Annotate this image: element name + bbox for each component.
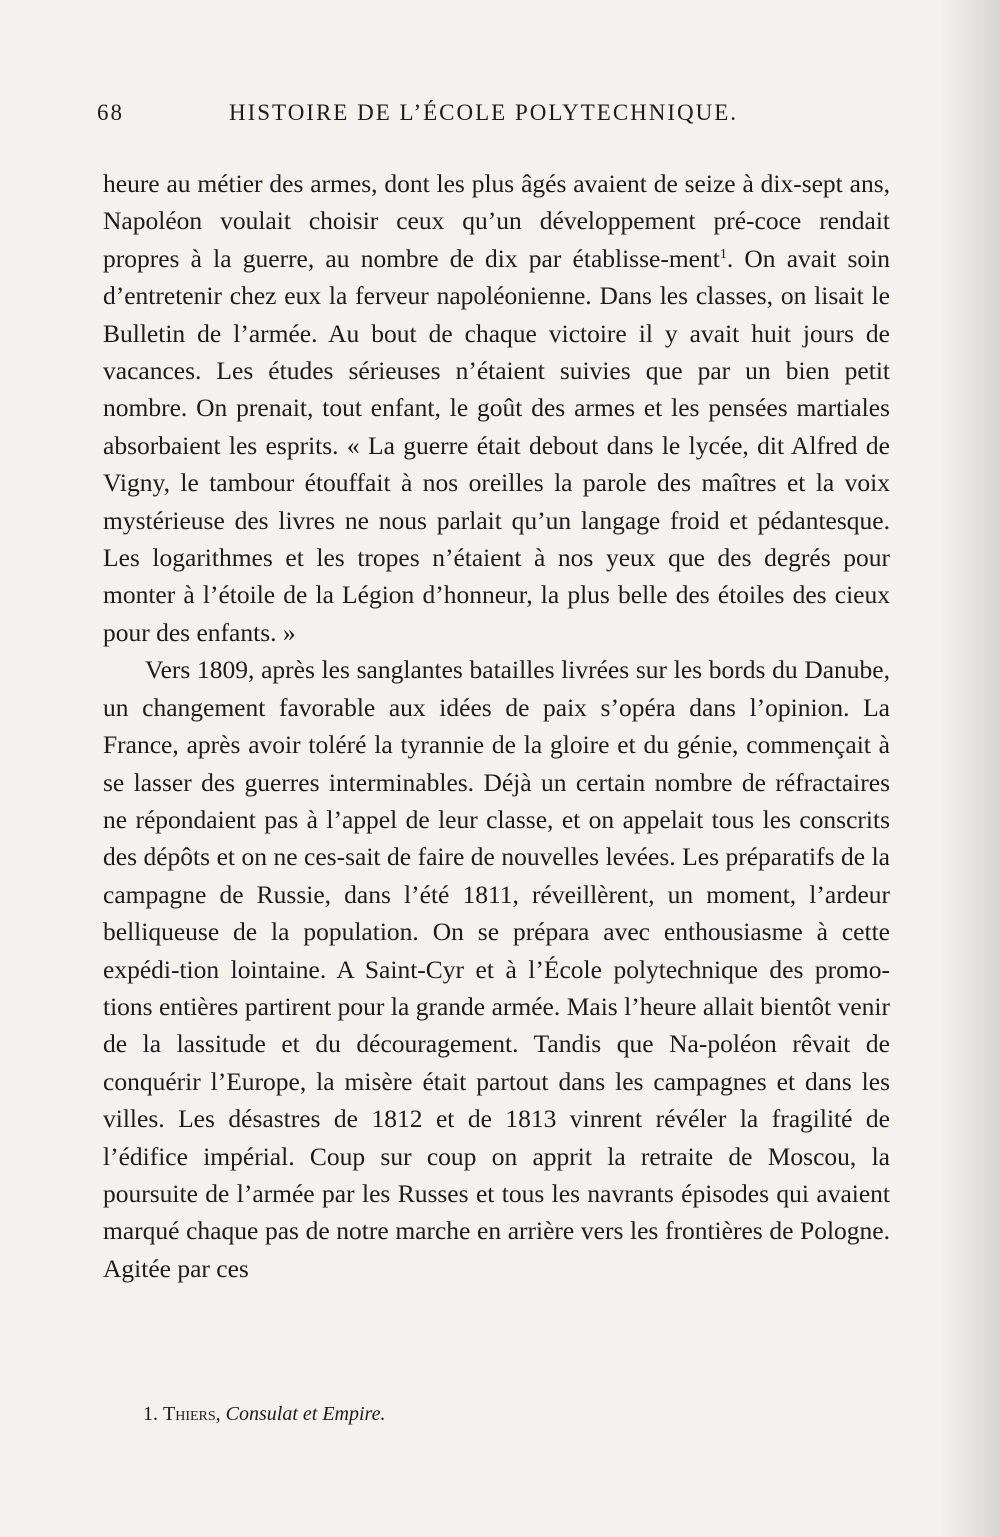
footnote xyxy=(143,1403,385,1426)
footnote-work: Consulat et Empire. xyxy=(225,1403,386,1425)
paragraph-1-text-continued: . On avait soin d’entretenir chez eux la ferveur napoléonienne. Dans les classes, on lisait le Bulletin de l’armée. Au bout de chaque victoire il y avait huit jours de vacances. Les études sérieuses n’étaient suivies que par un bien petit nombre. On prenait, tout enfant, le goût des armes et les pensées martiales absorbaient les esprits. « La guerre était debout dans le lycée, dit Alfred de Vigny, le tambour étouffait à nos oreilles la parole des maîtres et la voix mystérieuse des livres ne nous parlait qu’un langage froid et pédantesque. Les logarithmes et les tropes n’étaient à nos yeux que des degrés pour monter à l’étoile de la Légion d’honneur, la plus belle des étoiles des cieux pour des enfants. » xyxy=(103,243,890,647)
body-text xyxy=(103,165,890,1287)
paragraph-2: Vers 1809, après les sanglantes batailles livrées sur les bords du Danube, un changement favorable aux idées de paix s’opéra dans l’opinion. La France, après avoir toléré la tyrannie de la gloire et du génie, commençait à se lasser des guerres interminables. Déjà un certain nombre de réfractaires ne répondaient pas à l’appel de leur classe, et on appelait tous les conscrits des dépôts et on ne ces-sait de faire de nouvelles levées. Les préparatifs de la campagne de Russie, dans l’été 1811, réveillèrent, un moment, l’ardeur belliqueuse de la population. On se prépara avec enthousiasme à cette expédi-tion lointaine. A Saint-Cyr et à l’École polytechnique des promo-tions entières partirent pour la grande armée. Mais l’heure allait bientôt venir de la lassitude et du découragement. Tandis que Na-poléon rêvait de conquérir l’Europe, la misère était partout dans les campagnes et dans les villes. Les désastres de 1812 et de 1813 vinrent révéler la fragilité de l’édifice impérial. Coup sur coup on apprit la retraite de Moscou, la poursuite de l’armée par les Russes et tous les navrants épisodes qui avaient marqué chaque pas de notre marche en arrière vers les frontières de Pologne. Agitée par ces xyxy=(103,655,890,1283)
footnote-reference: 1 xyxy=(719,246,727,262)
paragraph-1-text: heure au métier des armes, dont les plus âgés avaient de seize à dix-sept ans, Napoléon voulait choisir ceux qu’un développement pré-coce rendait propres à la guerre, au nombre de dix par établisse-ment xyxy=(103,169,890,273)
page-gutter-shadow xyxy=(940,0,1000,1537)
footnote-author: Thiers xyxy=(163,1403,216,1425)
page-header xyxy=(97,100,897,140)
paragraph-1 xyxy=(103,165,890,651)
page-number: 68 xyxy=(97,100,124,125)
footnote-separator: , xyxy=(215,1403,226,1425)
running-title: HISTOIRE DE L’ÉCOLE POLYTECHNIQUE. xyxy=(229,100,739,125)
footnote-number: 1. xyxy=(143,1403,158,1425)
